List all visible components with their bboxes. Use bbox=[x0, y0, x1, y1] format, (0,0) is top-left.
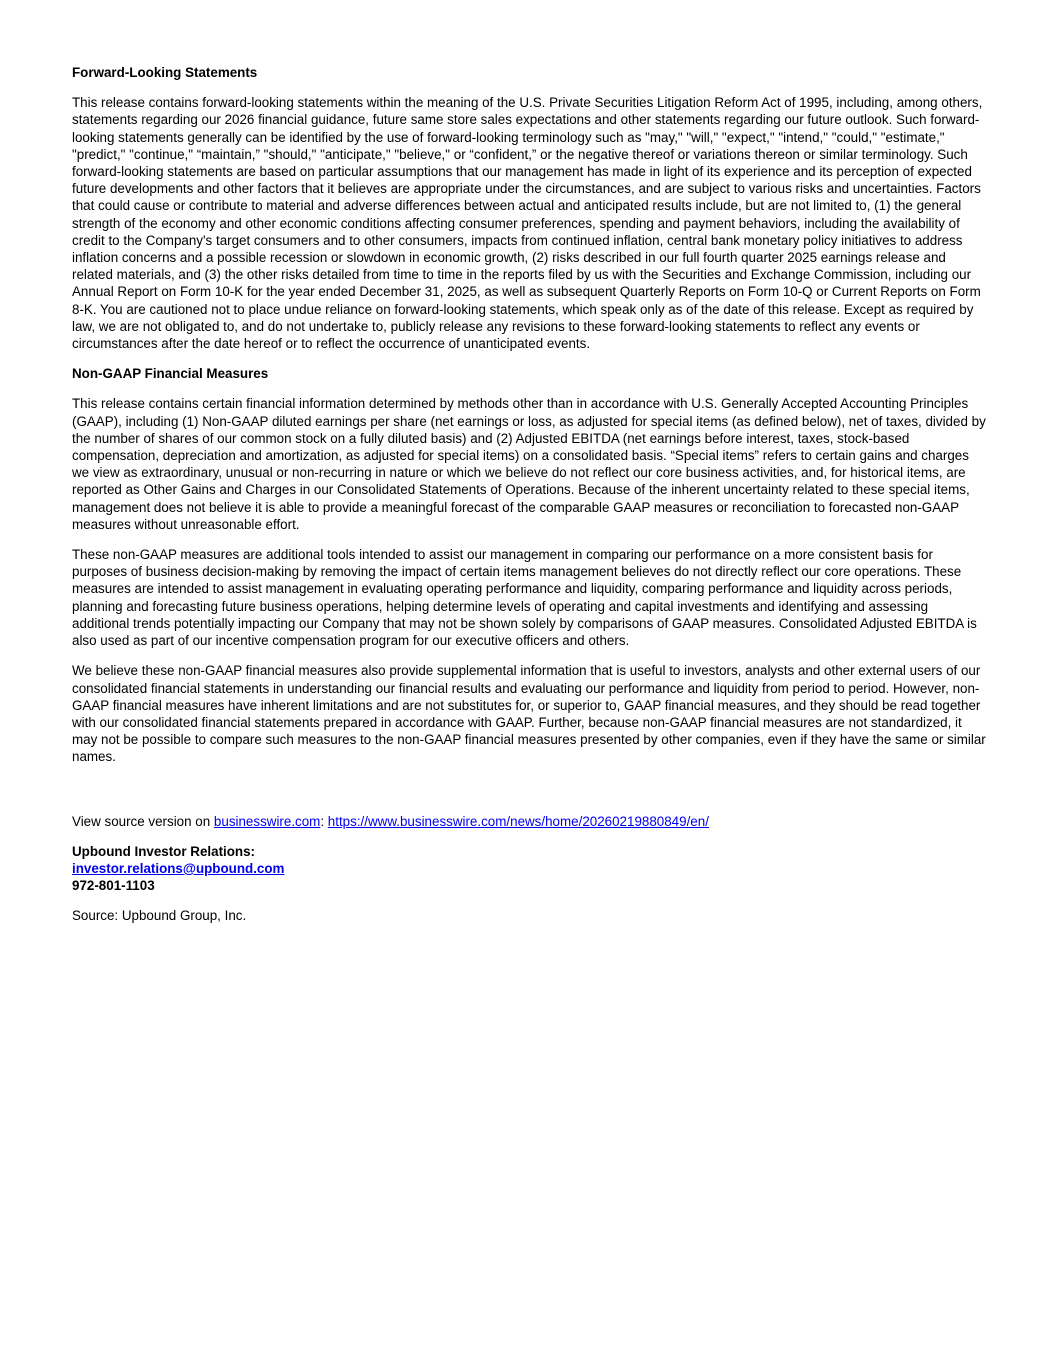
source-version-separator: : bbox=[320, 813, 328, 829]
document-content bbox=[72, 64, 987, 938]
source-version-prefix: View source version on bbox=[72, 813, 214, 829]
contact-email-link[interactable]: investor.relations@upbound.com bbox=[72, 860, 285, 876]
source-version-line bbox=[72, 813, 987, 830]
non-gaap-heading: Non-GAAP Financial Measures bbox=[72, 366, 269, 382]
investor-contact bbox=[72, 843, 987, 895]
contact-title: Upbound Investor Relations: bbox=[72, 843, 256, 859]
non-gaap-paragraph-2: These non-GAAP measures are additional tools intended to assist our management in comparing our performance on a more consistent basis for purposes of business decision-making by removing the impact of certain items management believes do not directly reflect our core operations. These measures are intended to assist management in evaluating operating performance and liquidity, comparing performance and liquidity across periods, planning and forecasting future business operations, helping determine levels of operating and capital investments and identifying and assessing additional trends potentially impacting our Company that may not be shown solely by comparisons of GAAP measures. Consolidated Adjusted EBITDA is also used as part of our incentive compensation program for our executive officers and others. bbox=[72, 547, 977, 649]
section-spacer bbox=[72, 779, 987, 813]
businesswire-link[interactable]: businesswire.com bbox=[213, 813, 321, 829]
forward-looking-heading: Forward-Looking Statements bbox=[72, 65, 258, 80]
contact-phone: 972-801-1103 bbox=[72, 878, 155, 894]
non-gaap-paragraph-1: This release contains certain financial information determined by methods other than in accordance with U.S. Generally Accepted Accounting Principles (GAAP), including (1) Non-GAAP diluted earnings per share (net earnings or loss, as adjusted for special items (as defined below), net of taxes, divided by the number of shares of our common stock on a fully diluted basis) and (2) Adjusted EBITDA (net earnings before interest, taxes, stock-based compensation, depreciation and amortization, as adjusted for special items) on a consolidated basis. “Special items” refers to certain gains and charges we view as extraordinary, unusual or non-recurring in nature or which we believe do not reflect our core business activities, and, for historical items, are reported as Other Gains and Charges in our Consolidated Statements of Operations. Because of the inherent uncertainty related to these special items, management does not believe it is able to provide a meaningful forecast of the comparable GAAP measures or reconciliation to forecasted non-GAAP measures without unreasonable effort. bbox=[72, 396, 986, 532]
forward-looking-body: This release contains forward-looking statements within the meaning of the U.S. Private Securities Litigation Reform Act of 1995, including, among others, statements regarding our 2026 financial guidance, future same store sales expectations and other statements regarding our future outlook. Such forward-looking statements generally can be identified by the use of forward-looking terminology such as "may," "will," "expect," "intend," "could," "estimate," "predict," "continue," “maintain,” "should," "anticipate," "believe," or “confident,” or the negative thereof or variations thereon or similar terminology. Such forward-looking statements are based on particular assumptions that our management has made in light of its experience and its perception of expected future developments and other factors that it believes are appropriate under the circumstances, and are subject to various risks and uncertainties. Factors that could cause or contribute to material and adverse differences between actual and anticipated results include, but are not limited to, (1) the general strength of the economy and other economic conditions affecting consumer preferences, spending and payment behaviors, including the availability of credit to the Company's target consumers and to other consumers, impacts from continued inflation, central bank monetary policy initiatives to address inflation concerns and a possible recession or slowdown in economic growth, (2) risks described in our full fourth quarter 2025 earnings release and related materials, and (3) the other risks detailed from time to time in the reports filed by us with the Securities and Exchange Commission, including our Annual Report on Form 10-K for the year ended December 31, 2025, as well as subsequent Quarterly Reports on Form 10-Q or Current Reports on Form 8-K. You are cautioned not to place undue reliance on forward-looking statements, which speak only as of the date of this release. Except as required by law, we are not obligated to, and do not undertake to, publicly release any revisions to these forward-looking statements to reflect any events or circumstances after the date hereof or to reflect the occurrence of unanticipated events. bbox=[72, 95, 983, 352]
businesswire-url-link[interactable]: https://www.businesswire.com/news/home/20260219880849/en/ bbox=[327, 813, 709, 829]
non-gaap-paragraph-3: We believe these non-GAAP financial measures also provide supplemental information that is useful to investors, analysts and other external users of our consolidated financial statements in understanding our financial results and evaluating our performance and liquidity from period to period. However, non-GAAP financial measures have inherent limitations and are not substitutes for, or superior to, GAAP financial measures, and they should be read together with our consolidated financial statements prepared in accordance with GAAP. Further, because non-GAAP financial measures are not standardized, it may not be possible to compare such measures to the non-GAAP financial measures presented by other companies, even if they have the same or similar names. bbox=[72, 663, 986, 765]
source-attribution: Source: Upbound Group, Inc. bbox=[72, 908, 247, 924]
